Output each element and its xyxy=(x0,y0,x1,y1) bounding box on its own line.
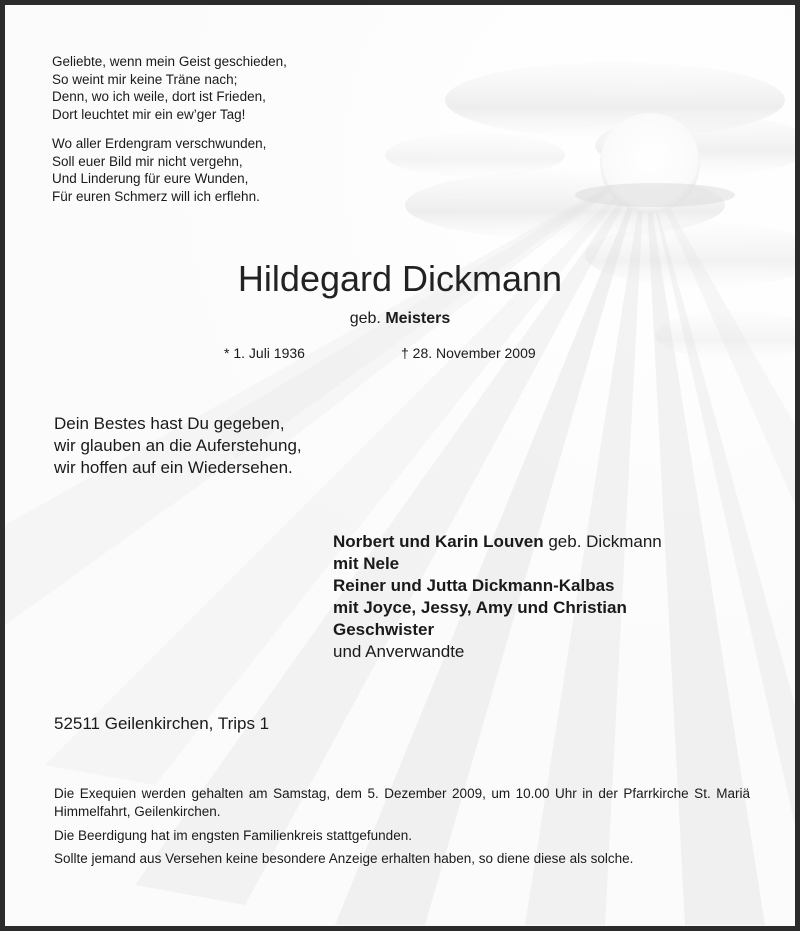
maiden-name: Meisters xyxy=(385,310,451,327)
mourner-line xyxy=(333,553,662,575)
poem-line: Denn, wo ich weile, dort ist Frieden, xyxy=(52,89,266,104)
poem-line: Wo aller Erdengram verschwunden, xyxy=(52,136,267,151)
death-date: † 28. November 2009 xyxy=(401,345,536,361)
maiden-name-line xyxy=(5,308,795,330)
verse-line: Dein Bestes hast Du gegeben, xyxy=(54,414,285,433)
mourners-list xyxy=(333,531,662,663)
mourner-line: und Anverwandte xyxy=(333,642,465,661)
poem-line: Für euren Schmerz will ich erflehn. xyxy=(52,188,260,204)
mourner-name: Reiner und Jutta Dickmann-Kalbas xyxy=(333,576,615,595)
poem-line: Und Linderung für eure Wunden, xyxy=(52,171,249,186)
address: 52511 Geilenkirchen, Trips 1 xyxy=(54,714,270,733)
mourner-line xyxy=(333,597,662,619)
poem-line: Soll euer Bild mir nicht vergehn, xyxy=(52,153,243,169)
poem-line: Geliebte, wenn mein Geist geschieden, xyxy=(52,54,287,69)
poem-line: Dort leuchtet mir ein ew’ger Tag! xyxy=(52,106,246,122)
mourner-line xyxy=(333,575,662,597)
memorial-verse xyxy=(54,413,302,479)
birth-date: * 1. Juli 1936 xyxy=(224,345,305,361)
burial-notice: Die Beerdigung hat im engsten Familienkreis stattgefunden. xyxy=(54,828,412,843)
mourner-name: Norbert und Karin Louven xyxy=(333,532,544,551)
born-prefix: geb. xyxy=(349,310,381,327)
mourner-line xyxy=(333,619,662,641)
mourner-name: mit Joyce, Jessy, Amy und Christian xyxy=(333,598,627,617)
mourner-name: Geschwister xyxy=(333,620,435,639)
mourner-suffix: geb. Dickmann xyxy=(543,532,662,551)
verse-line: wir glauben an die Auferstehung, xyxy=(54,436,302,455)
poem-stanza-1 xyxy=(52,53,287,123)
deceased-name: Hildegard Dickmann xyxy=(237,258,563,299)
mourner-name: mit Nele xyxy=(333,554,400,573)
mourner-line xyxy=(333,531,662,553)
poem-stanza-2 xyxy=(52,135,266,205)
exequien-notice: Die Exequien werden gehalten am Samstag, dem 5. Dezember 2009, um 10.00 Uhr in der Pfarrkirche St. Mariä Himmelfahrt, Geilenkirchen. xyxy=(54,786,750,819)
verse-line: wir hoffen auf ein Wiedersehen. xyxy=(54,458,293,477)
poem-line: So weint mir keine Träne nach; xyxy=(52,71,238,87)
announcement-notice: Sollte jemand aus Versehen keine besondere Anzeige erhalten haben, so diene diese als solche. xyxy=(54,851,634,866)
